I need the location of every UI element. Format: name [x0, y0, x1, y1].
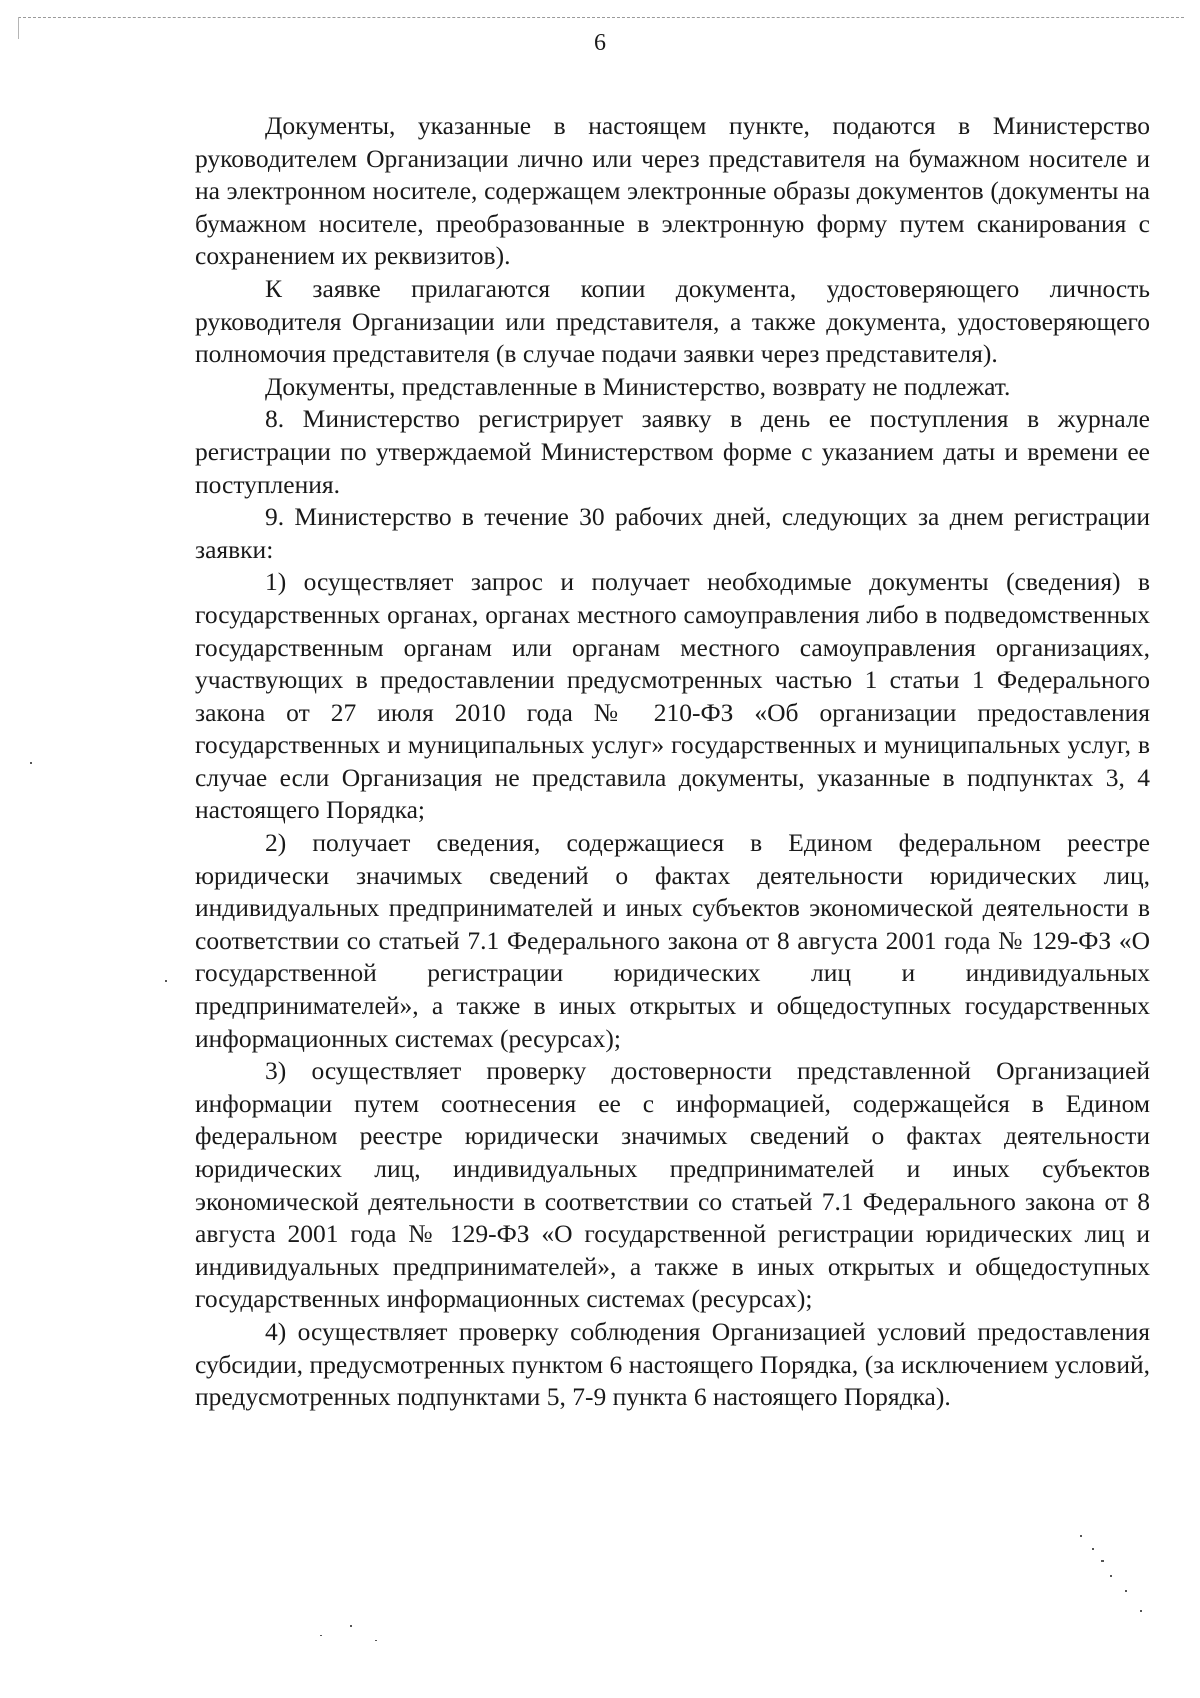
- scan-top-border: [18, 17, 1184, 18]
- document-body: [195, 110, 1150, 1414]
- page-number: 6: [594, 30, 606, 56]
- paragraph-item-9: 9. Министерство в течение 30 рабочих дней, следующих за днем регистрации заявки:: [195, 502, 1150, 564]
- paragraph-subitem-2: 2) получает сведения, содержащиеся в Едином федеральном реестре юридически значимых сведений о фактах деятельности юридических лиц, индивидуальных предпринимателей и иных субъектов экономической деятельности в соответствии со статьей 7.1 Федерального закона от 8 августа 2001 года № 129-ФЗ «О государственной регистрации юридических лиц и индивидуальных предпринимателей», а также в иных открытых и общедоступных государственных информационных системах (ресурсах);: [195, 828, 1150, 1053]
- paragraph-attached-copies: К заявке прилагаются копии документа, удостоверяющего личность руководителя Организации или представителя, а также документа, удостоверяющего полномочия представителя (в случае подачи заявки через представителя).: [195, 273, 1150, 369]
- paragraph-no-return: Документы, представленные в Министерство, возврату не подлежат.: [265, 371, 1011, 401]
- paragraph-documents-submission: Документы, указанные в настоящем пункте, подаются в Министерство руководителем Организации лично или через представителя на бумажном носителе и на электронном носителе, содержащем электронные образы документов (документы на бумажном носителе, преобразованные в электронную форму путем сканирования с сохранением их реквизитов).: [195, 111, 1150, 271]
- paragraph-subitem-3: 3) осуществляет проверку достоверности представленной Организацией информации путем соотнесения ее с информацией, содержащейся в Едином федеральном реестре юридически значимых сведений о фактах деятельности юридических лиц, индивидуальных предпринимателей и иных субъектов экономической деятельности в соответствии со статьей 7.1 Федерального закона от 8 августа 2001 года № 129-ФЗ «О государственной регистрации юридических лиц и индивидуальных предпринимателей», а также в иных открытых и общедоступных государственных информационных системах (ресурсах);: [195, 1056, 1150, 1314]
- paragraph-subitem-1: 1) осуществляет запрос и получает необходимые документы (сведения) в государственных органах, органах местного самоуправления либо в подведомственных государственным органам или органам местного самоуправления организациях, участвующих в предоставлении предусмотренных частью 1 статьи 1 Федерального закона от 27 июля 2010 года № 210-ФЗ «Об организации предоставления государственных и муниципальных услуг» государственных и муниципальных услуг, в случае если Организация не представила документы, указанные в подпунктах 3, 4 настоящего Порядка;: [195, 567, 1150, 825]
- paragraph-item-8: 8. Министерство регистрирует заявку в день ее поступления в журнале регистрации по утверждаемой Министерством форме с указанием даты и времени ее поступления.: [195, 404, 1150, 499]
- paragraph-subitem-4: 4) осуществляет проверку соблюдения Организацией условий предоставления субсидии, предусмотренных пунктом 6 настоящего Порядка, (за исключением условий, предусмотренных подпунктами 5, 7-9 пункта 6 настоящего Порядка).: [195, 1316, 1150, 1412]
